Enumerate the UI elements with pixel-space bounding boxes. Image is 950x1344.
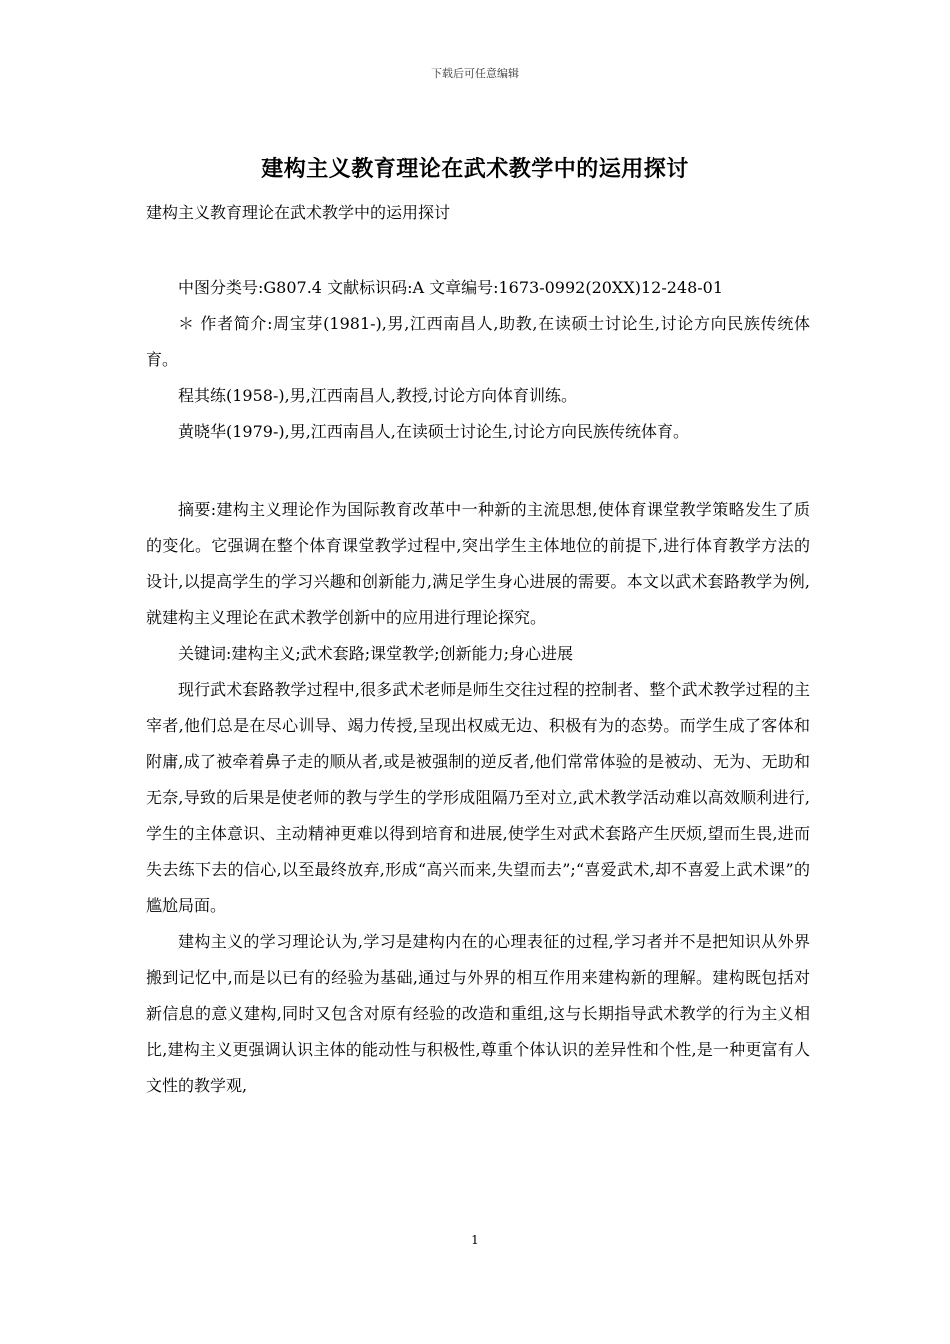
keywords-line: 关键词:建构主义;武术套路;课堂教学;创新能力;身心进展	[178, 644, 573, 663]
article-meta	[146, 270, 810, 450]
page-number: 1	[471, 1233, 479, 1247]
author-bio-1: ＊ 作者简介:周宝芽(1981-),男,江西南昌人,助教,在读硕士讨论生,讨论方向民族传统体育。	[146, 314, 810, 369]
body-paragraph: 现行武术套路教学过程中,很多武术老师是师生交往过程的控制者、整个武术教学过程的主宰者,他们总是在尽心训导、竭力传授,呈现出权威无边、积极有为的态势。而学生成了客体和附庸,成了被牵着鼻子走的顺从者,或是被强制的逆反者,他们常常体验的是被动、无为、无助和无奈,导致的后果是使老师的教与学生的学形成阻隔乃至对立,武术教学活动难以高效顺利进行,学生的主体意识、主动精神更难以得到培育和进展,使学生对武术套路产生厌烦,望而生畏,进而失去练下去的信心,以至最终放弃,形成“高兴而来,失望而去”;“喜爱武术,却不喜爱上武术课”的尴尬局面。	[146, 680, 810, 915]
document-subtitle: 建构主义教育理论在武术教学中的运用探讨	[146, 203, 451, 222]
abstract-paragraph: 摘要:建构主义理论作为国际教育改革中一种新的主流思想,使体育课堂教学策略发生了质的变化。它强调在整个体育课堂教学过程中,突出学生主体地位的前提下,进行体育教学方法的设计,以提高学生的学习兴趣和创新能力,满足学生身心进展的需要。本文以武术套路教学为例,就建构主义理论在武术教学创新中的应用进行理论探究。	[146, 500, 810, 627]
body-paragraph: 建构主义的学习理论认为,学习是建构内在的心理表征的过程,学习者并不是把知识从外界搬到记忆中,而是以已有的经验为基础,通过与外界的相互作用来建构新的理解。建构既包括对新信息的意义建构,同时又包含对原有经验的改造和重组,这与长期指导武术教学的行为主义相比,建构主义更强调认识主体的能动性与积极性,尊重个体认识的差异性和个性,是一种更富有人文性的教学观,	[146, 932, 810, 1095]
author-bio-2: 程其练(1958-),男,江西南昌人,教授,讨论方向体育训练。	[178, 386, 577, 405]
article-body	[146, 492, 810, 1104]
classification-line: 中图分类号:G807.4 文献标识码:A 文章编号:1673-0992(20XX)12-248-01	[178, 278, 724, 297]
document-title: 建构主义教育理论在武术教学中的运用探讨	[261, 156, 689, 182]
header-note: 下载后可任意编辑	[431, 67, 519, 80]
author-bio-3: 黄晓华(1979-),男,江西南昌人,在读硕士讨论生,讨论方向民族传统体育。	[178, 422, 689, 441]
